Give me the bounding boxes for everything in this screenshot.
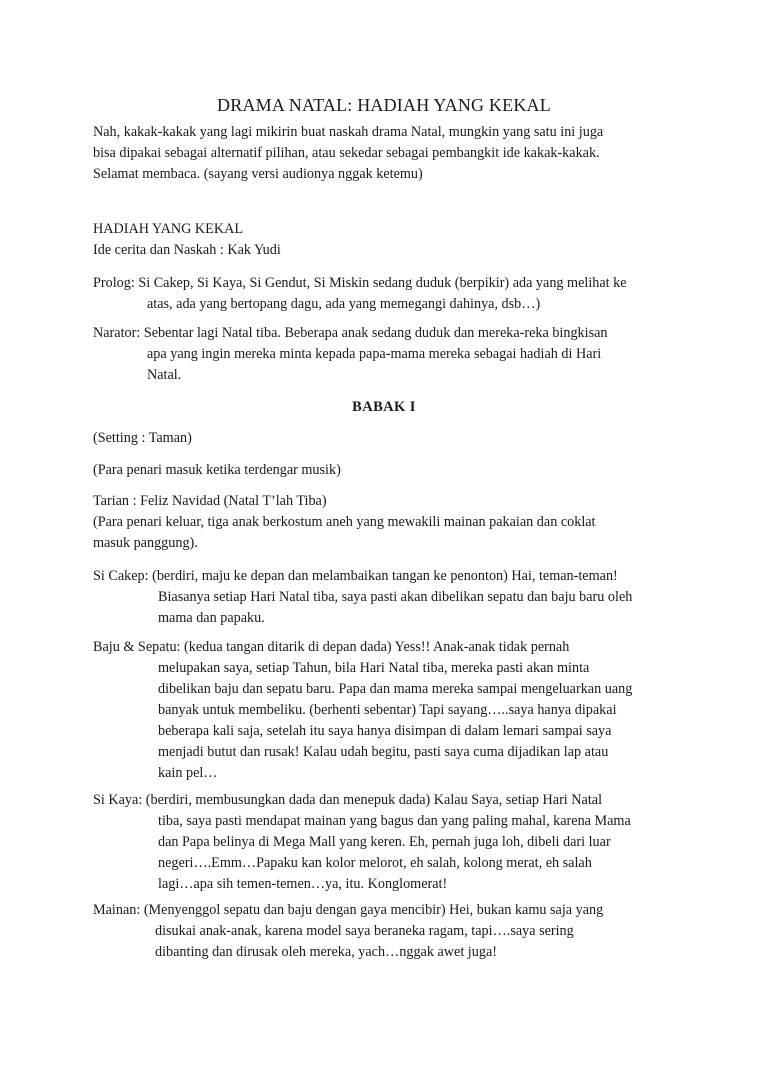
intro-paragraph <box>93 122 693 185</box>
dialogue-line: banyak untuk membeliku. (berhenti sebentar) Tapi sayang…..saya hanya dipakai <box>158 702 617 718</box>
narator-line: Narator: Sebentar lagi Natal tiba. Beberapa anak sedang duduk dan mereka-reka bingkisan <box>93 325 608 341</box>
dialogue-line: Si Kaya: (berdiri, membusungkan dada dan menepuk dada) Kalau Saya, setiap Hari Natal <box>93 792 603 808</box>
mainan-dialogue <box>93 900 693 963</box>
dialogue-line: dibanting dan dirusak oleh mereka, yach…nggak awet juga! <box>155 944 497 960</box>
tarian-line: (Para penari keluar, tiga anak berkostum aneh yang mewakili mainan pakaian dan coklat <box>93 514 596 530</box>
dialogue-line: disukai anak-anak, karena model saya beraneka ragam, tapi….saya sering <box>155 923 574 939</box>
dialogue-line: lagi…apa sih temen-temen…ya, itu. Konglomerat! <box>158 876 448 892</box>
subtitle: HADIAH YANG KEKAL <box>93 221 243 237</box>
si-cakep-dialogue <box>93 566 693 629</box>
stage-direction <box>93 460 693 481</box>
tarian-paragraph <box>93 491 693 554</box>
tarian-line: Tarian : Feliz Navidad (Natal T’lah Tiba) <box>93 493 327 509</box>
act-heading: BABAK I <box>352 399 416 415</box>
document-title: DRAMA NATAL: HADIAH YANG KEKAL <box>217 95 551 115</box>
intro-line: bisa dipakai sebagai alternatif pilihan, atau sekedar sebagai pembangkit ide kakak-kakak. <box>93 145 600 161</box>
dialogue-line: dibelikan baju dan sepatu baru. Papa dan mama mereka sampai mengeluarkan uang <box>158 681 633 697</box>
dialogue-line: Si Cakep: (berdiri, maju ke depan dan melambaikan tangan ke penonton) Hai, teman-teman! <box>93 568 618 584</box>
intro-line: Selamat membaca. (sayang versi audionya nggak ketemu) <box>93 166 423 182</box>
baju-sepatu-dialogue <box>93 637 693 784</box>
dialogue-line: Baju & Sepatu: (kedua tangan ditarik di depan dada) Yess!! Anak-anak tidak pernah <box>93 639 570 655</box>
dialogue-line: menjadi butut dan rusak! Kalau udah begitu, pasti saya cuma dijadikan lap atau <box>158 744 609 760</box>
dialogue-line: Biasanya setiap Hari Natal tiba, saya pasti akan dibelikan sepatu dan baju baru oleh <box>158 589 633 605</box>
dialogue-line: dan Papa belinya di Mega Mall yang keren. Eh, pernah juga loh, dibeli dari luar <box>158 834 611 850</box>
prolog-paragraph <box>93 273 693 315</box>
dialogue-line: kain pel… <box>158 765 218 781</box>
dialogue-line: beberapa kali saja, setelah itu saya hanya disimpan di dalam lemari sampai saya <box>158 723 612 739</box>
dialogue-line: Mainan: (Menyenggol sepatu dan baju dengan gaya mencibir) Hei, bukan kamu saja yang <box>93 902 604 918</box>
dialogue-line: tiba, saya pasti mendapat mainan yang bagus dan yang paling mahal, karena Mama <box>158 813 631 829</box>
setting-text: (Setting : Taman) <box>93 430 192 446</box>
narator-line: Natal. <box>147 367 182 383</box>
stage-direction-text: (Para penari masuk ketika terdengar musik) <box>93 462 341 478</box>
setting-line <box>93 428 693 449</box>
prolog-line: Prolog: Si Cakep, Si Kaya, Si Gendut, Si Miskin sedang duduk (berpikir) ada yang melihat ke <box>93 275 627 291</box>
credit-line: Ide cerita dan Naskah : Kak Yudi <box>93 242 281 258</box>
dialogue-line: negeri….Emm…Papaku kan kolor melorot, eh salah, kolong merat, eh salah <box>158 855 592 871</box>
tarian-line: masuk panggung). <box>93 535 198 551</box>
si-kaya-dialogue <box>93 790 693 895</box>
narator-paragraph <box>93 323 693 386</box>
narator-line: apa yang ingin mereka minta kepada papa-mama mereka sebagai hadiah di Hari <box>147 346 602 362</box>
subtitle-block <box>93 219 693 261</box>
dialogue-line: melupakan saya, setiap Tahun, bila Hari Natal tiba, mereka pasti akan minta <box>158 660 590 676</box>
intro-line: Nah, kakak-kakak yang lagi mikirin buat naskah drama Natal, mungkin yang satu ini juga <box>93 124 604 140</box>
prolog-line: atas, ada yang bertopang dagu, ada yang memegangi dahinya, dsb…) <box>147 296 541 312</box>
dialogue-line: mama dan papaku. <box>158 610 265 626</box>
